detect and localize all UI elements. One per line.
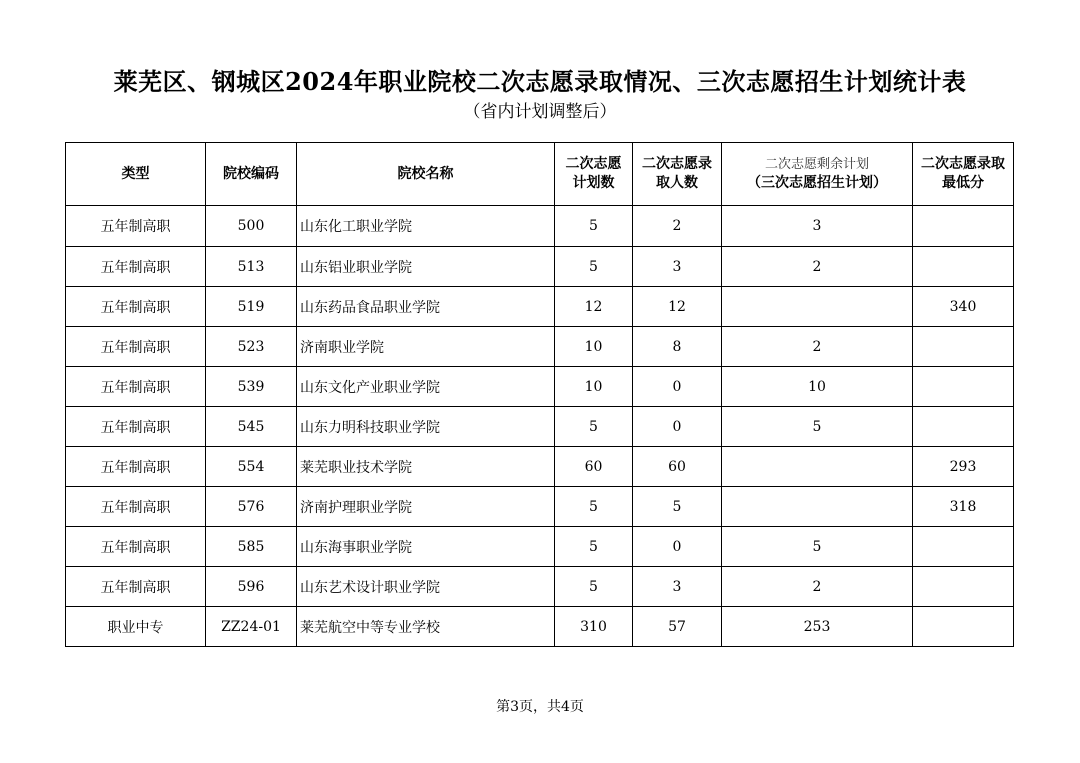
header-remaining-line2: （三次志愿招生计划）: [747, 175, 887, 191]
cell-min-score: 293: [913, 447, 1014, 487]
header-name: 院校名称: [297, 143, 555, 206]
cell-admitted: 5: [633, 487, 722, 527]
cell-type: 职业中专: [66, 607, 206, 647]
cell-code: 545: [206, 407, 297, 447]
cell-name: 山东文化产业职业学院: [297, 367, 555, 407]
cell-admitted: 0: [633, 367, 722, 407]
cell-remaining: 2: [722, 327, 913, 367]
table-row: [66, 206, 1014, 247]
header-type: 类型: [66, 143, 206, 206]
cell-code: 576: [206, 487, 297, 527]
cell-type: 五年制高职: [66, 367, 206, 407]
cell-code: 585: [206, 527, 297, 567]
cell-plan: 10: [555, 367, 633, 407]
cell-type: 五年制高职: [66, 487, 206, 527]
header-admitted: [633, 143, 722, 206]
cell-plan: 10: [555, 327, 633, 367]
header-code: 院校编码: [206, 143, 297, 206]
cell-plan: 310: [555, 607, 633, 647]
table-header-row: [66, 143, 1014, 206]
cell-admitted: 12: [633, 287, 722, 327]
header-plan: [555, 143, 633, 206]
cell-plan: 12: [555, 287, 633, 327]
table-row: [66, 567, 1014, 607]
cell-plan: 5: [555, 527, 633, 567]
cell-type: 五年制高职: [66, 327, 206, 367]
header-plan-line2: 计划数: [572, 175, 615, 191]
cell-type: 五年制高职: [66, 527, 206, 567]
cell-name: 山东海事职业学院: [297, 527, 555, 567]
cell-min-score: [913, 407, 1014, 447]
cell-admitted: 2: [633, 206, 722, 247]
cell-remaining: [722, 487, 913, 527]
cell-code: 523: [206, 327, 297, 367]
cell-min-score: [913, 527, 1014, 567]
cell-admitted: 8: [633, 327, 722, 367]
table-row: [66, 527, 1014, 567]
table-row: [66, 447, 1014, 487]
cell-plan: 5: [555, 567, 633, 607]
cell-name: 山东艺术设计职业学院: [297, 567, 555, 607]
cell-code: 500: [206, 206, 297, 247]
table-row: [66, 247, 1014, 287]
table-row: [66, 607, 1014, 647]
cell-type: 五年制高职: [66, 287, 206, 327]
cell-plan: 60: [555, 447, 633, 487]
cell-name: 山东化工职业学院: [297, 206, 555, 247]
cell-type: 五年制高职: [66, 206, 206, 247]
cell-name: 山东力明科技职业学院: [297, 407, 555, 447]
header-remaining-line1: 二次志愿剩余计划: [764, 157, 869, 172]
cell-plan: 5: [555, 206, 633, 247]
table-row: [66, 487, 1014, 527]
cell-admitted: 60: [633, 447, 722, 487]
header-remaining: [722, 143, 913, 206]
cell-plan: 5: [555, 487, 633, 527]
cell-min-score: 318: [913, 487, 1014, 527]
table-row: [66, 407, 1014, 447]
cell-type: 五年制高职: [66, 567, 206, 607]
cell-name: 山东药品食品职业学院: [297, 287, 555, 327]
cell-type: 五年制高职: [66, 447, 206, 487]
cell-min-score: [913, 567, 1014, 607]
cell-remaining: [722, 447, 913, 487]
header-admitted-line1: 二次志愿录: [642, 156, 712, 172]
cell-name: 莱芜职业技术学院: [297, 447, 555, 487]
header-plan-line1: 二次志愿: [565, 156, 622, 172]
cell-min-score: 340: [913, 287, 1014, 327]
cell-name: 济南护理职业学院: [297, 487, 555, 527]
admission-statistics-table: [65, 142, 1014, 647]
cell-name: 济南职业学院: [297, 327, 555, 367]
cell-remaining: 2: [722, 247, 913, 287]
cell-name: 莱芜航空中等专业学校: [297, 607, 555, 647]
table-row: [66, 327, 1014, 367]
cell-min-score: [913, 607, 1014, 647]
document-title: 莱芜区、钢城区2024年职业院校二次志愿录取情况、三次志愿招生计划统计表: [113, 67, 967, 96]
cell-remaining: 5: [722, 407, 913, 447]
header-min-line2: 最低分: [942, 175, 984, 191]
cell-remaining: 3: [722, 206, 913, 247]
cell-type: 五年制高职: [66, 247, 206, 287]
cell-min-score: [913, 367, 1014, 407]
cell-admitted: 57: [633, 607, 722, 647]
cell-code: 554: [206, 447, 297, 487]
cell-admitted: 3: [633, 247, 722, 287]
document-subtitle: （省内计划调整后）: [463, 102, 617, 122]
cell-plan: 5: [555, 247, 633, 287]
page-indicator: 第3页，共4页: [496, 699, 584, 715]
cell-code: 596: [206, 567, 297, 607]
cell-type: 五年制高职: [66, 407, 206, 447]
cell-remaining: [722, 287, 913, 327]
cell-plan: 5: [555, 407, 633, 447]
header-admitted-line2: 取人数: [656, 175, 698, 191]
cell-min-score: [913, 247, 1014, 287]
cell-code: ZZ24-01: [206, 607, 297, 647]
cell-name: 山东铝业职业学院: [297, 247, 555, 287]
table-row: [66, 287, 1014, 327]
cell-remaining: 2: [722, 567, 913, 607]
cell-code: 513: [206, 247, 297, 287]
cell-admitted: 0: [633, 407, 722, 447]
cell-admitted: 0: [633, 527, 722, 567]
cell-admitted: 3: [633, 567, 722, 607]
cell-min-score: [913, 206, 1014, 247]
cell-remaining: 5: [722, 527, 913, 567]
cell-remaining: 253: [722, 607, 913, 647]
cell-remaining: 10: [722, 367, 913, 407]
cell-code: 519: [206, 287, 297, 327]
cell-min-score: [913, 327, 1014, 367]
cell-code: 539: [206, 367, 297, 407]
header-min-line1: 二次志愿录取: [921, 156, 1005, 172]
table-row: [66, 367, 1014, 407]
header-min-score: [913, 143, 1014, 206]
